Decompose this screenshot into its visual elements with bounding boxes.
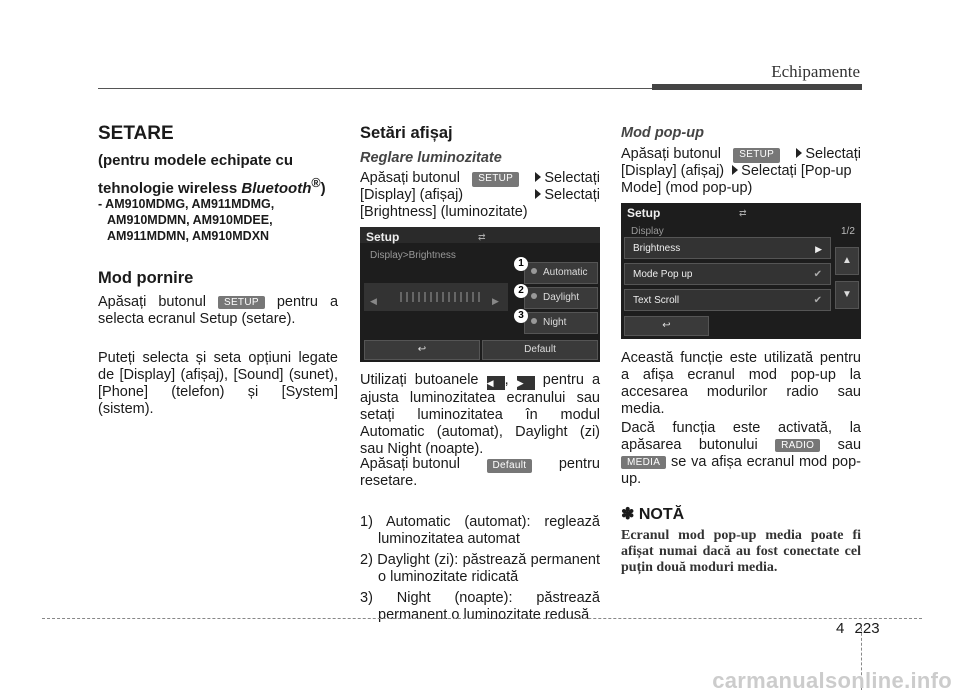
paragraph-reset <box>360 456 600 490</box>
brightness-modes-list <box>360 514 600 624</box>
models-line2: AM910MDMN, AM910MDEE, <box>107 213 273 227</box>
paragraph-popup-desc: Această funcție este utilizată pentru a afișa ecranul mod pop-up la accesarea modurilor radio sau media. <box>621 350 861 417</box>
text: Utilizați butoanele <box>360 372 479 388</box>
brightness-screen <box>360 227 600 362</box>
paragraph-popup-activate <box>621 420 861 488</box>
close-paren: ) <box>320 180 326 197</box>
right-arrow-icon: ▶ <box>492 296 499 306</box>
subtitle-reglare: Reglare luminozitate <box>360 150 502 166</box>
brightness-slider[interactable] <box>364 283 508 311</box>
text: Apăsați butonul <box>621 146 721 162</box>
callout-2: 2 <box>514 284 528 298</box>
paragraph-options: Puteți selecta și seta opțiuni legate de [Display] (afișaj), [Sound] (sunet), [Phone] (telefon) și [System] (sistem). <box>98 350 338 417</box>
text: Apăsați butonul <box>360 456 460 472</box>
setup-button-icon: SETUP <box>472 172 519 187</box>
text-scroll-row[interactable] <box>624 289 831 311</box>
paragraph-popup-steps <box>621 146 861 197</box>
registered-mark: ® <box>311 176 321 190</box>
label: Text Scroll <box>633 295 680 306</box>
mode-popup-row[interactable] <box>624 263 831 285</box>
watermark: carmanualsonline.info <box>712 668 952 693</box>
usb-icon: ⇄ <box>739 208 747 218</box>
text: Selectați [Pop-up Mode] (mod pop-up) <box>621 163 852 196</box>
text: [Display] (afișaj) <box>360 187 464 203</box>
paragraph-buttons <box>360 372 600 458</box>
back-button[interactable] <box>364 340 480 360</box>
setup-button-icon: SETUP <box>733 148 780 163</box>
media-button-icon: MEDIA <box>621 456 666 469</box>
text: Apăsați butonul <box>98 294 206 310</box>
item-text: Night (noapte): păstrează permanent o luminozitate redusă <box>378 590 600 623</box>
text: Selectați <box>544 170 600 186</box>
item-text: Daylight (zi): păstrează permanent o luminozitate ridicată <box>377 552 600 585</box>
back-icon: ↩ <box>662 320 671 331</box>
radio-button-icon: RADIO <box>775 439 820 452</box>
label: Automatic <box>543 267 588 278</box>
section-title-setari-afisaj: Setări afișaj <box>360 124 453 142</box>
callout-3: 3 <box>514 309 528 323</box>
checkmark-icon: ✔ <box>813 295 822 306</box>
item-number: 3) <box>360 590 373 606</box>
label: Night <box>543 317 567 328</box>
text: pentru a ajusta luminozitatea ecranului sau setați luminozitatea în modul Automatic (automat), Daylight (zi) sau Night (noapte). <box>360 372 601 457</box>
text: pentru a selecta ecranul Setup (setare). <box>98 294 339 327</box>
radio-dot-icon <box>531 293 537 299</box>
arrow-right-icon <box>535 189 541 199</box>
note-asterisk-icon: ✽ <box>621 506 635 523</box>
left-button-icon: ◀ <box>487 376 505 390</box>
line <box>360 170 600 187</box>
screen-title: Setup <box>627 206 661 220</box>
setup-button-icon: SETUP <box>218 296 265 309</box>
page-number-value: 223 <box>854 620 880 637</box>
models-line3: AM911MDMN, AM910MDXN <box>107 229 270 243</box>
popup-mode-screen <box>621 203 861 339</box>
section-title-setare: SETARE <box>98 123 174 144</box>
line <box>360 456 600 473</box>
radio-dot-icon <box>531 318 537 324</box>
text: Selectați <box>544 187 600 203</box>
arrow-right-icon <box>796 148 802 158</box>
header-rule-accent <box>652 84 862 90</box>
page-number <box>836 620 880 637</box>
label: Daylight <box>543 292 580 303</box>
text: Selectați <box>805 146 861 162</box>
subtitle-text: tehnologie wireless <box>98 180 238 197</box>
arrow-right-icon <box>732 165 738 175</box>
text: sau <box>837 437 862 453</box>
arrow-down-icon: ▼ <box>842 289 852 300</box>
subtitle-line1: (pentru modele echipate cu <box>98 152 294 169</box>
automatic-option[interactable] <box>524 262 598 284</box>
radio-dot-icon <box>531 268 537 274</box>
paragraph-mod-pornire <box>98 294 338 328</box>
text: Apăsați butonul <box>360 170 460 186</box>
line <box>621 146 861 163</box>
text: resetare. <box>360 473 418 489</box>
screen-breadcrumb: Display>Brightness <box>370 250 456 261</box>
text: , <box>504 372 509 388</box>
note-heading <box>621 506 684 523</box>
subtitle-line2 <box>98 174 338 198</box>
item-number: 1) <box>360 514 373 530</box>
text: pentru <box>558 456 600 472</box>
label: Brightness <box>633 243 681 254</box>
screen-title: Setup <box>366 230 400 244</box>
subtitle-mod-popup: Mod pop-up <box>621 125 704 141</box>
note-title: NOTĂ <box>638 506 685 523</box>
label: Mode Pop up <box>633 269 693 280</box>
right-button-icon: ▶ <box>517 376 535 390</box>
line <box>621 163 861 197</box>
text: se va afișa ecranul mod pop-up. <box>621 454 861 487</box>
scroll-up-button[interactable] <box>835 247 859 275</box>
brightness-row[interactable] <box>624 237 831 259</box>
section-title-mod-pornire: Mod pornire <box>98 269 194 287</box>
item-number: 2) <box>360 552 373 568</box>
text: [Brightness] (luminozitate) <box>360 204 528 220</box>
callout-1: 1 <box>514 257 528 271</box>
default-button[interactable]: Default <box>482 340 598 360</box>
list-item <box>360 552 600 586</box>
screen-subtitle: Display <box>631 226 664 237</box>
checkmark-icon: ✔ <box>813 269 822 280</box>
text <box>792 146 861 163</box>
scroll-down-button[interactable] <box>835 281 859 309</box>
slider-track <box>400 292 480 302</box>
note-body: Ecranul mod pop-up media poate fi afișat numai dacă au fost conectate cel puțin două moduri media. <box>621 528 861 575</box>
text: Dacă funcția este activată, la apăsarea butonului <box>621 420 861 453</box>
default-button-icon: Default <box>487 459 533 473</box>
text <box>531 170 600 187</box>
header-section-title: Echipamente <box>771 62 860 81</box>
arrow-right-icon: ▶ <box>815 244 822 254</box>
arrow-up-icon: ▲ <box>842 255 852 266</box>
arrow-right-icon <box>535 172 541 182</box>
list-item <box>360 514 600 548</box>
chapter-number: 4 <box>836 620 845 637</box>
night-option[interactable] <box>524 312 598 334</box>
page-indicator: 1/2 <box>841 226 855 237</box>
back-icon: ↩ <box>417 344 427 355</box>
text: [Display] (afișaj) <box>621 163 725 179</box>
text <box>531 187 600 204</box>
models-line1: - AM910MDMG, AM911MDMG, <box>98 197 275 211</box>
line <box>360 187 600 204</box>
bluetooth-word: Bluetooth <box>241 180 312 197</box>
back-button[interactable] <box>624 316 709 336</box>
footer-rule <box>42 618 922 619</box>
usb-icon: ⇄ <box>478 232 486 242</box>
daylight-option[interactable] <box>524 287 598 309</box>
left-arrow-icon: ◀ <box>370 296 377 306</box>
paragraph-reglare-steps <box>360 170 600 221</box>
item-text: Automatic (automat): reglează luminozitatea automat <box>378 514 600 547</box>
